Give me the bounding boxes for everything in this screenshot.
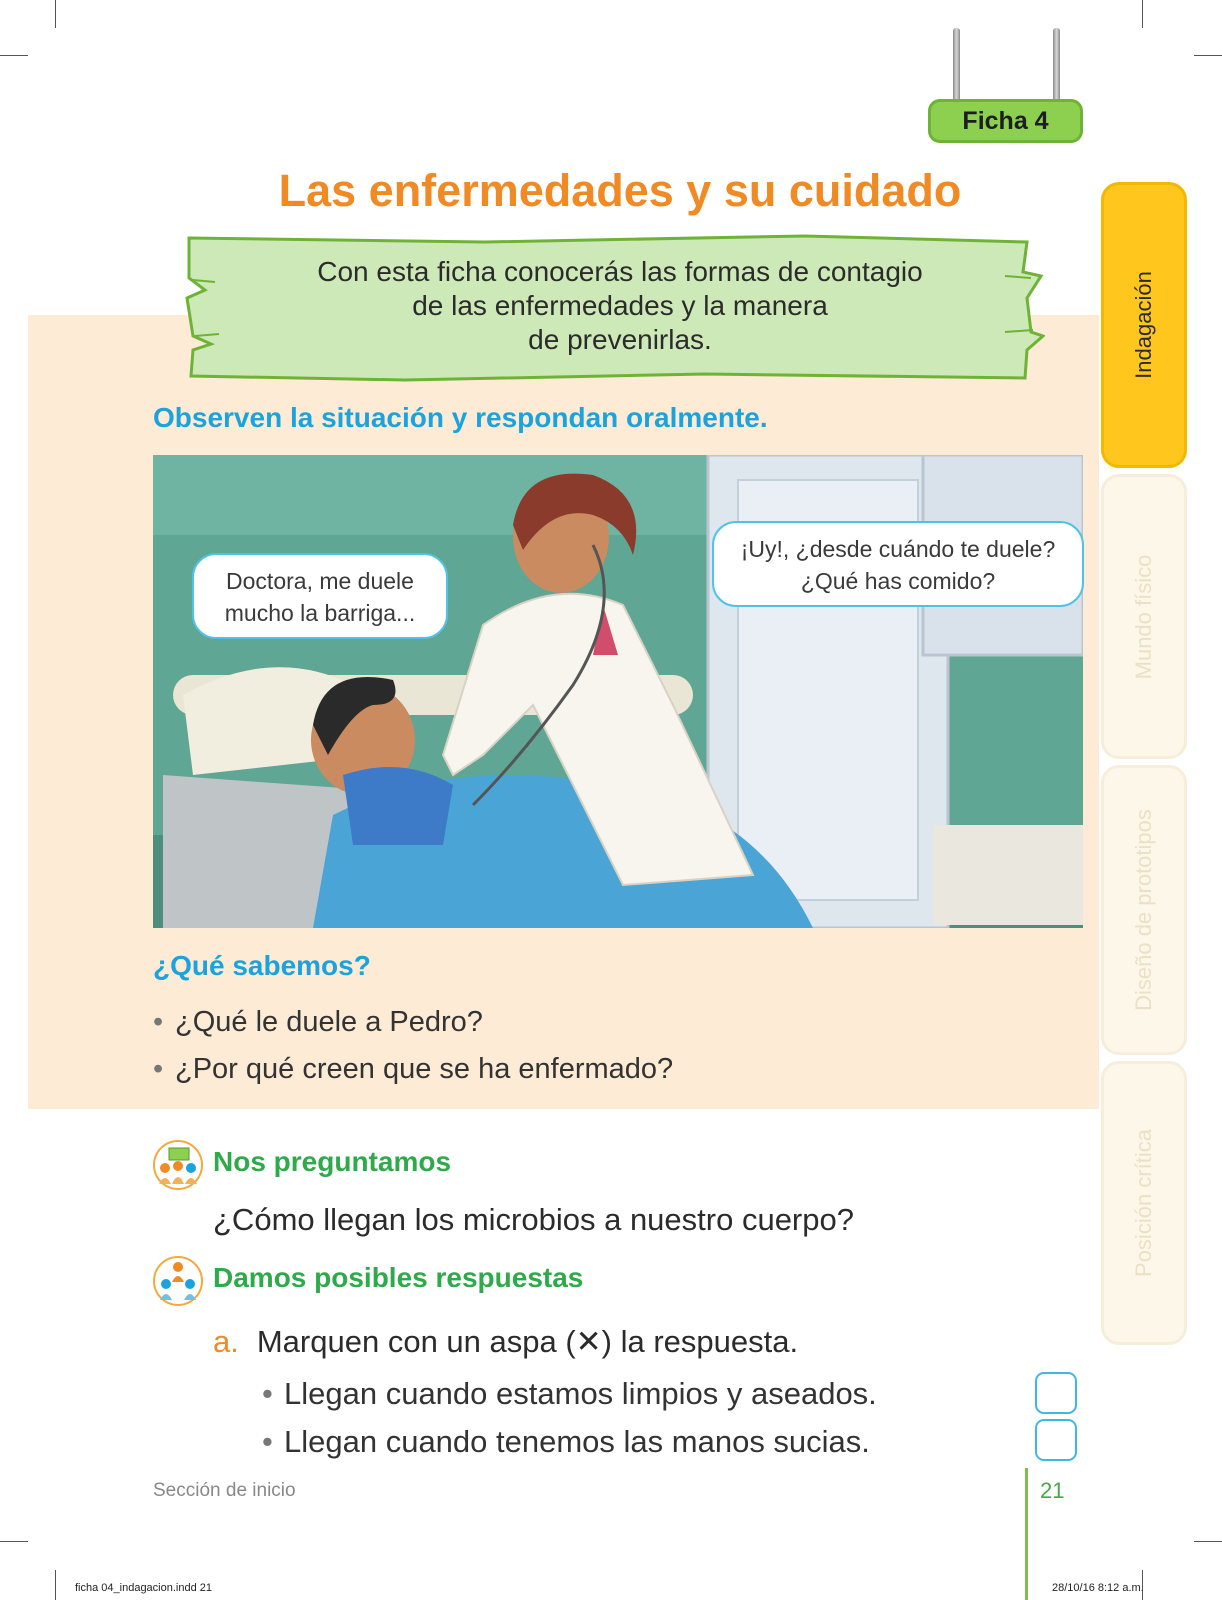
page-title: Las enfermedades y su cuidado [278,165,962,216]
intro-line: de prevenirlas. [528,324,712,355]
crop-mark [0,55,28,56]
answer-checkbox-1[interactable] [1035,1372,1077,1414]
intro-text [230,255,1010,357]
bullet-dot: • [262,1376,273,1411]
list-item [153,1053,673,1086]
ficha-tag: Ficha 4 [928,99,1083,143]
intro-line: de las enfermedades y la manera [412,290,828,321]
group-answers-icon-drawing [155,1258,201,1304]
doctor-speech-bubble [712,521,1084,607]
observe-heading: Observen la situación y respondan oralmente. [153,402,768,433]
bubble-line: ¡Uy!, ¿desde cuándo te duele? [740,536,1056,562]
tab-label: Mundo físico [1131,554,1156,679]
group-question-icon [153,1140,203,1190]
binder-ring [1053,28,1060,108]
group-question-icon-drawing [155,1142,201,1188]
answer-option-text: Llegan cuando estamos limpios y aseados. [284,1376,877,1411]
inquiry-question: ¿Cómo llegan los microbios a nuestro cuerpo? [213,1202,854,1237]
tab-posicion-critica[interactable] [1101,1061,1187,1345]
child-speech-bubble [192,553,448,639]
tab-diseno-prototipos[interactable] [1101,765,1187,1055]
list-item-text: ¿Qué le duele a Pedro? [175,1006,483,1038]
page-number: 21 [1040,1478,1065,1503]
group-answers-icon [153,1256,203,1306]
section-label: Sección de inicio [153,1480,296,1501]
bullet-dot: • [262,1424,273,1459]
bubble-line: Doctora, me duele [226,568,414,594]
bullet-dot: • [153,1006,164,1038]
binder-ring [953,28,960,108]
list-item-text: ¿Por qué creen que se ha enfermado? [175,1053,674,1085]
tab-label: Diseño de prototipos [1131,809,1156,1011]
instruction [213,1324,798,1360]
bubble-line: mucho la barriga... [224,600,416,626]
instruction-text: Marquen con un aspa (✕) la respuesta. [256,1324,799,1359]
print-file-info: ficha 04_indagacion.indd 21 [75,1582,213,1594]
list-item [153,1006,483,1039]
answer-checkbox-2[interactable] [1035,1419,1077,1461]
crop-mark [1194,1541,1222,1542]
bubble-line: ¿Qué has comido? [800,568,996,594]
crop-mark [1142,0,1143,28]
answer-option-text: Llegan cuando tenemos las manos sucias. [284,1424,870,1459]
crop-mark [0,1541,28,1542]
crop-mark [55,0,56,28]
que-sabemos-heading: ¿Qué sabemos? [153,950,371,981]
footer-divider [1025,1468,1028,1600]
tab-label: Indagación [1131,271,1156,379]
tab-indagacion[interactable] [1101,182,1187,468]
answer-option [262,1424,870,1460]
tab-label: Posición crítica [1131,1129,1156,1277]
answer-option [262,1376,877,1412]
tab-mundo-fisico[interactable] [1101,474,1187,759]
print-date-info: 28/10/16 8:12 a.m. [1052,1582,1144,1594]
item-letter: a. [213,1324,239,1359]
bullet-dot: • [153,1053,164,1085]
nos-preguntamos-heading: Nos preguntamos [213,1146,452,1177]
intro-line: Con esta ficha conocerás las formas de contagio [317,256,923,287]
crop-mark [1194,55,1222,56]
damos-respuestas-heading: Damos posibles respuestas [213,1262,584,1293]
crop-mark [55,1570,56,1600]
